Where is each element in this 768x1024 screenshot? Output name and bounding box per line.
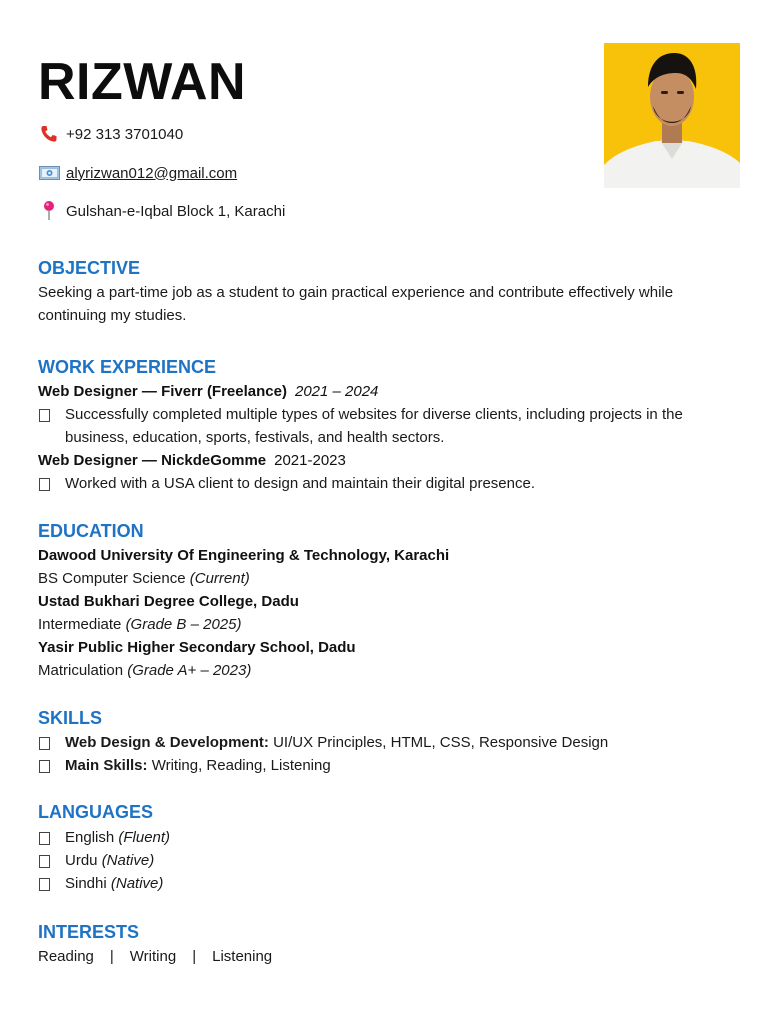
bullet-box-icon: [39, 409, 50, 422]
interests-section: [38, 921, 738, 968]
objective-section: [38, 257, 738, 327]
address-text: Gulshan-e-Iqbal Block 1, Karachi: [66, 202, 286, 220]
education-heading: EDUCATION: [38, 521, 144, 541]
bullet-box-icon: [39, 737, 50, 750]
degree-line: BS Computer Science (Current): [38, 570, 250, 587]
contact-address: [38, 199, 285, 223]
work-experience-section: [38, 356, 738, 495]
skill-item: Web Design & Development: UI/UX Principles, HTML, CSS, Responsive Design: [38, 731, 738, 754]
skills-heading: SKILLS: [38, 708, 103, 728]
language-item: Sindhi (Native): [38, 872, 738, 895]
job-dates: 2021-2023: [274, 452, 346, 469]
job-bullet: Worked with a USA client to design and maintain their digital presence.: [38, 472, 738, 495]
contact-phone: [38, 122, 183, 146]
email-link[interactable]: alyrizwan012@gmail.com: [66, 164, 238, 182]
job-bullet: Successfully completed multiple types of websites for diverse clients, including projects in the business, education, sports, festivals, and health sectors.: [38, 403, 738, 449]
languages-section: [38, 801, 738, 895]
location-pin-icon: [38, 200, 60, 222]
interest-item: Reading: [38, 948, 94, 965]
avatar-illustration: [604, 43, 740, 188]
bullet-box-icon: [39, 760, 50, 773]
interest-separator: |: [109, 948, 114, 965]
phone-number: +92 313 3701040: [66, 125, 184, 143]
phone-icon: [38, 123, 60, 145]
language-item: English (Fluent): [38, 826, 738, 849]
job-dates: 2021 – 2024: [294, 383, 379, 400]
interest-item: Writing: [129, 948, 177, 965]
degree-line: Intermediate (Grade B – 2025): [38, 616, 242, 633]
interest-separator: |: [192, 948, 197, 965]
bullet-box-icon: [39, 832, 50, 845]
profile-photo: [604, 43, 740, 188]
school-name: Yasir Public Higher Secondary School, Dadu: [38, 639, 356, 656]
interest-item: Listening: [212, 948, 273, 965]
candidate-name: RIZWAN: [38, 53, 247, 111]
contact-email: [38, 161, 237, 185]
work-experience-heading: WORK EXPERIENCE: [38, 357, 217, 377]
language-item: Urdu (Native): [38, 849, 738, 872]
bullet-box-icon: [39, 878, 50, 891]
objective-text: Seeking a part-time job as a student to gain practical experience and contribute effectively while continuing my studies.: [38, 284, 674, 324]
skill-item: Main Skills: Writing, Reading, Listening: [38, 754, 738, 777]
school-name: Dawood University Of Engineering & Technology, Karachi: [38, 547, 450, 564]
interests-list: [38, 945, 738, 968]
job-role: Web Designer — NickdeGomme: [38, 452, 267, 469]
job-title-row: [38, 449, 738, 472]
interests-heading: INTERESTS: [38, 922, 140, 942]
school-name: Ustad Bukhari Degree College, Dadu: [38, 593, 299, 610]
envelope-icon: [38, 162, 60, 184]
bullet-box-icon: [39, 478, 50, 491]
job-role: Web Designer — Fiverr (Freelance): [38, 383, 287, 400]
bullet-box-icon: [39, 855, 50, 868]
objective-heading: OBJECTIVE: [38, 258, 141, 278]
job-title-row: [38, 380, 738, 403]
skills-section: [38, 707, 738, 777]
languages-heading: LANGUAGES: [38, 802, 154, 822]
degree-line: Matriculation (Grade A+ – 2023): [38, 662, 252, 679]
education-section: [38, 520, 738, 682]
